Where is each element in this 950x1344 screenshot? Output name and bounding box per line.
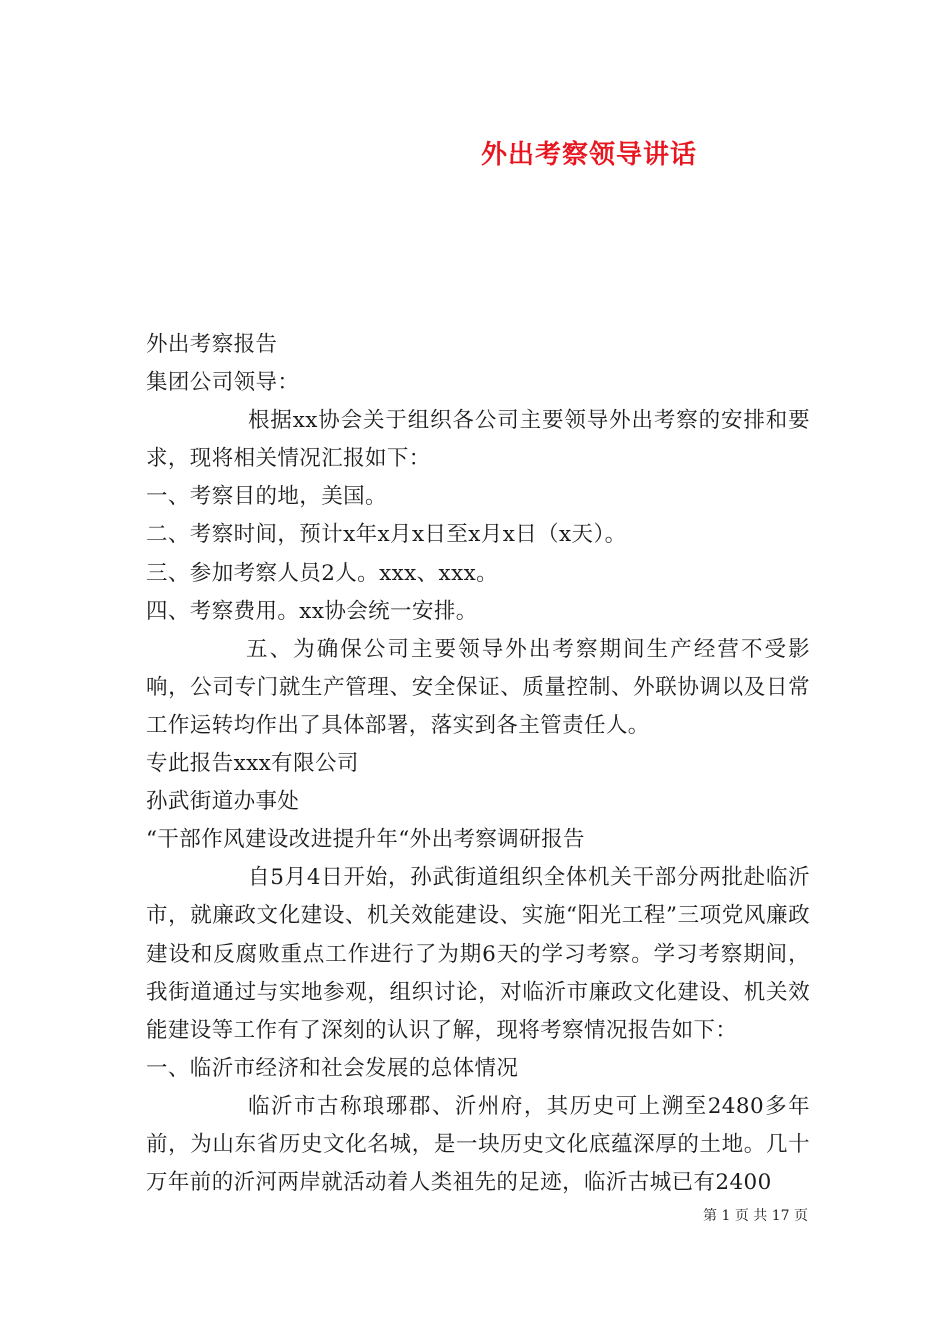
office-name: 孙武街道办事处 (146, 789, 300, 815)
page-number: 第 1 页 共 17 页 (703, 1208, 808, 1224)
closing-line: 专此报告xxx有限公司 (146, 751, 359, 777)
section-heading-1: 一、临沂市经济和社会发展的总体情况 (146, 1055, 519, 1081)
document-body (146, 326, 810, 1202)
paragraph-history: 临沂市古称琅琊郡、沂州府，其历史可上溯至2480多年前，为山东省历史文化名城，是一块历史文化底蕴深厚的土地。几十万年前的沂河两岸就活动着人类祖先的足迹，临沂古城已有2400 (146, 1093, 810, 1196)
item-destination: 一、考察目的地，美国。 (146, 484, 387, 510)
item-participants: 三、参加考察人员2人。xxx、xxx。 (146, 560, 499, 586)
report-heading: 外出考察报告 (146, 332, 278, 357)
item-cost: 四、考察费用。xx协会统一安排。 (146, 598, 478, 624)
document-title: 外出考察领导讲话 (480, 140, 697, 170)
report-subtitle: “干部作风建设改进提升年“外出考察调研报告 (146, 827, 585, 853)
paragraph-intro: 根据xx协会关于组织各公司主要领导外出考察的安排和要求，现将相关情况汇报如下： (146, 408, 810, 472)
salutation: 集团公司领导： (146, 370, 300, 396)
item-time: 二、考察时间，预计x年x月x日至x月x日（x天）。 (146, 522, 627, 548)
item-arrangements: 五、为确保公司主要领导外出考察期间生产经营不受影响，公司专门就生产管理、安全保证、质量控制、外联协调以及日常工作运转均作出了具体部署，落实到各主管责任人。 (146, 636, 810, 738)
paragraph-overview: 自5月4日开始，孙武街道组织全体机关干部分两批赴临沂市，就廉政文化建设、机关效能建设、实施“阳光工程”三项党风廉政建设和反腐败重点工作进行了为期6天的学习考察。学习考察期间，我街道通过与实地参观，组织讨论，对临沂市廉政文化建设、机关效能建设等工作有了深刻的认识了解，现将考察情况报告如下： (146, 865, 810, 1043)
